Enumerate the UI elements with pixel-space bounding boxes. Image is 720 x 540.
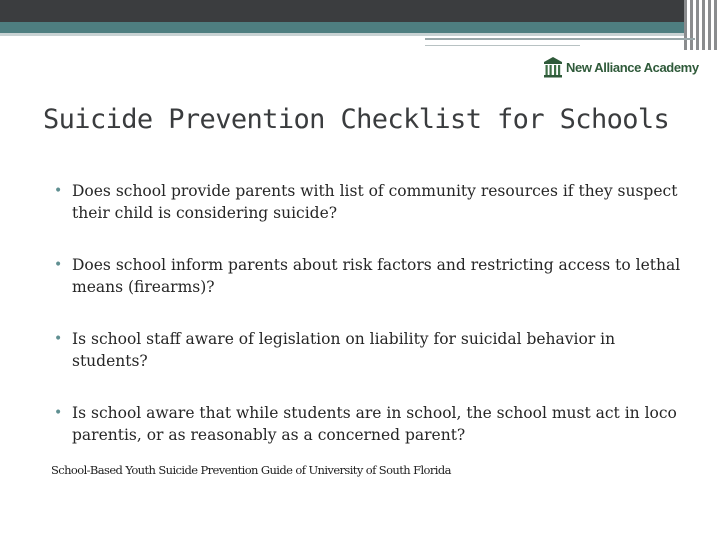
header-rule-short xyxy=(425,45,580,46)
list-item xyxy=(54,254,694,298)
bullet-text: Does school provide parents with list of community resources if they suspect their child is considering suicide? xyxy=(72,182,678,222)
list-item xyxy=(54,328,694,372)
bullet-text: Does school inform parents about risk factors and restricting access to lethal means (firearms)? xyxy=(72,256,681,296)
header-bar-teal xyxy=(0,22,720,33)
bullet-text: Is school aware that while students are in school, the school must act in loco parentis, or as reasonably as a concerned parent? xyxy=(72,404,677,444)
header-bar-dark xyxy=(0,0,720,22)
logo-text: New Alliance Academy xyxy=(566,59,699,75)
bullet-marker: • xyxy=(54,183,63,199)
header-bar-light xyxy=(0,33,720,36)
bullet-marker: • xyxy=(54,257,63,273)
academy-logo xyxy=(543,56,699,78)
list-item xyxy=(54,402,694,446)
list-item xyxy=(54,180,694,224)
bullet-marker: • xyxy=(54,331,63,347)
slide-title: Suicide Prevention Checklist for Schools xyxy=(43,104,670,135)
bullet-text: Is school staff aware of legislation on liability for suicidal behavior in students? xyxy=(72,330,616,370)
source-citation: School-Based Youth Suicide Prevention Guide of University of South Florida xyxy=(51,463,451,477)
bullet-marker: • xyxy=(54,405,63,421)
pillar-building-icon xyxy=(543,56,563,78)
header-rule xyxy=(425,38,695,40)
header-stripes xyxy=(684,0,720,50)
bullet-list xyxy=(54,180,694,476)
